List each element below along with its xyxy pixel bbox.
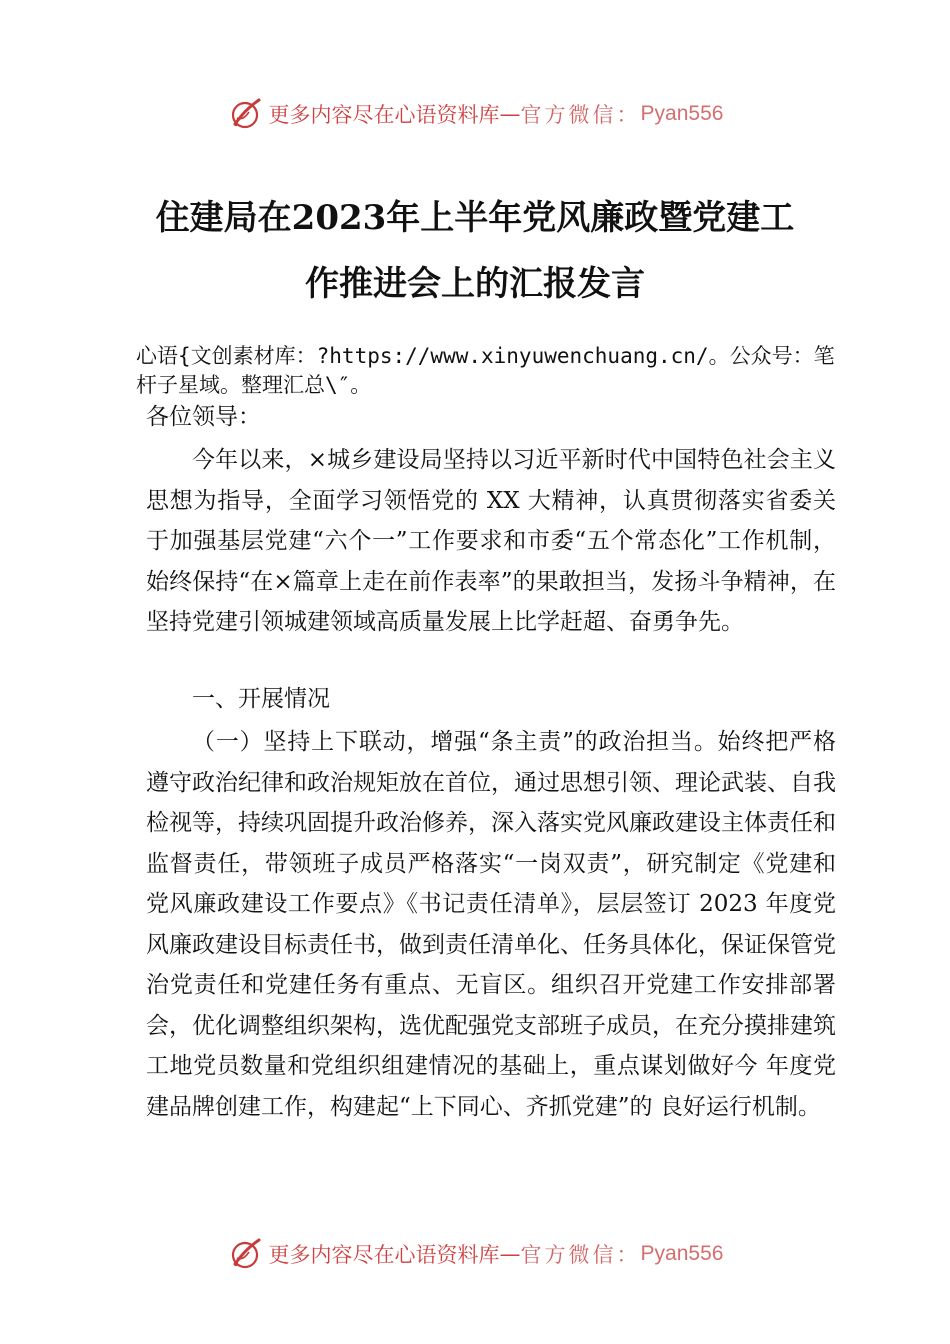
header-banner — [0, 92, 950, 136]
document-title-line-2: 作推进会上的汇报发言 — [305, 264, 645, 304]
intro-paragraph: 今年以来，×城乡建设局坚持以习近平新时代中国特色社会主义思想为指导，全面学习领悟党的 XX 大精神，认真贯彻落实省委关于加强基层党建“六个一”工作要求和市委“五个常态化”工作机制，始终保持“在×篇章上走在前作表率”的果敢担当，发扬斗争精神，在坚持党建引领城建领域高质量发展上比学赶超、奋勇争先。 — [146, 447, 836, 635]
banner-wechat-id: Pyan556 — [640, 1242, 724, 1265]
banner-text: 更多内容尽在心语资料库 — [268, 103, 500, 127]
section-heading: 一、开展情况 — [192, 686, 330, 712]
banner-wechat-label: 官方微信： — [520, 103, 641, 127]
greeting: 各位领导： — [146, 404, 261, 430]
brush-logo-icon — [227, 96, 263, 132]
banner-separator: — — [499, 1242, 521, 1266]
banner-wechat-id: Pyan556 — [640, 102, 724, 125]
banner-wechat-label: 官方微信： — [520, 1243, 641, 1267]
banner-text: 更多内容尽在心语资料库 — [268, 1243, 500, 1267]
source-note: 心语{文创素材库：?https://www.xinyuwenchuang.cn/。公众号：笔杆子星域。整理汇总\″。 — [136, 344, 835, 397]
banner-separator: — — [499, 102, 521, 126]
document-title-line-1: 住建局在2023年上半年党风廉政暨党建工 — [155, 198, 795, 238]
section-item-paragraph: （一）坚持上下联动，增强“条主责”的政治担当。始终把严格遵守政治纪律和政治规矩放在首位，通过思想引领、理论武装、自我检视等，持续巩固提升政治修养，深入落实党风廉政建设主体责任和监督责任，带领班子成员严格落实“一岗双责”，研究制定《党建和党风廉政建设工作要点》《书记责任清单》，层层签订 2023 年度党风廉政建设目标责任书，做到责任清单化、任务具体化，保证保管党治党责任和党建任务有重点、无盲区。组织召开党建工作安排部署会，优化调整组织架构，选优配强党支部班子成员，在充分摸排建筑 工地党员数量和党组织组建情况的基础上，重点谋划做好今 年度党建品牌创建工作，构建起“上下同心、齐抓党建”的 良好运行机制。 — [146, 729, 836, 1120]
brush-logo-icon — [227, 1236, 263, 1272]
footer-banner — [0, 1232, 950, 1276]
